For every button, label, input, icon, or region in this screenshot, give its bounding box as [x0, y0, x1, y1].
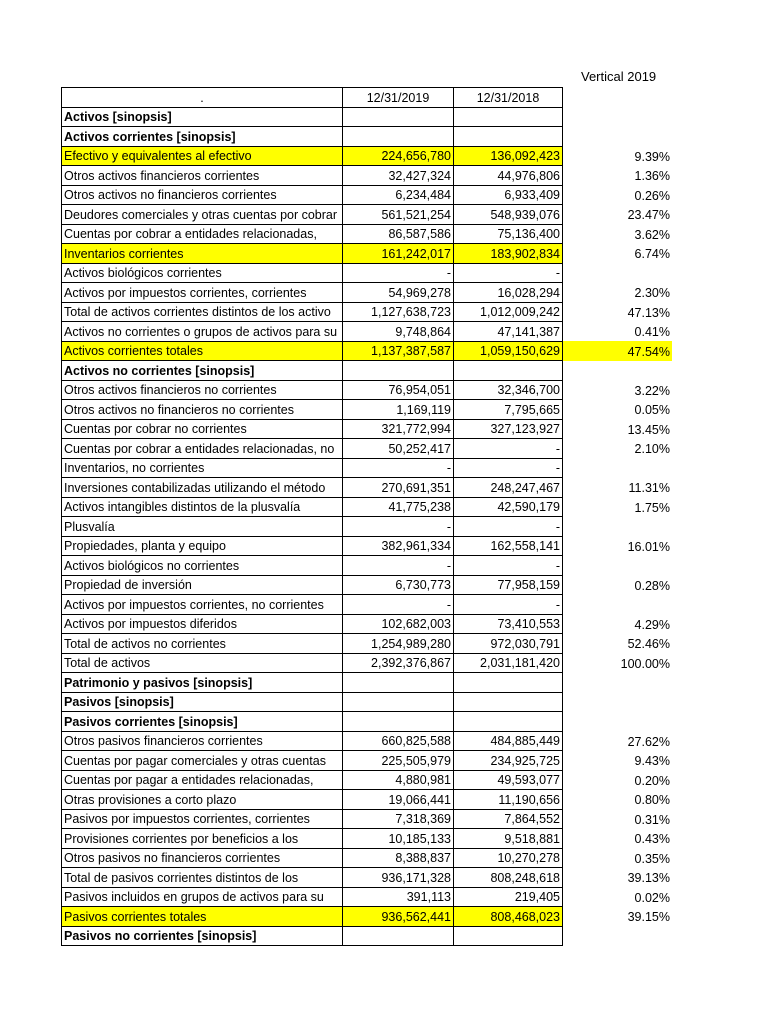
vertical-percent-cell[interactable] [563, 692, 673, 712]
row-label-cell[interactable]: Inversiones contabilizadas utilizando el método [62, 478, 343, 498]
row-label-cell[interactable]: Otros activos financieros corrientes [62, 166, 343, 186]
value-2018-cell[interactable]: 136,092,423 [454, 146, 563, 166]
value-2019-cell[interactable]: 4,880,981 [343, 770, 454, 790]
value-2019-cell[interactable]: 102,682,003 [343, 614, 454, 634]
row-label-cell[interactable]: Activos corrientes totales [62, 341, 343, 361]
row-label-cell[interactable]: Otras provisiones a corto plazo [62, 790, 343, 810]
value-2018-cell[interactable]: 9,518,881 [454, 829, 563, 849]
value-2019-cell[interactable]: - [343, 458, 454, 478]
row-label-cell[interactable]: Otros activos no financieros no corrientes [62, 400, 343, 420]
vertical-percent-cell[interactable]: 9.43% [634, 754, 670, 768]
value-2019-cell[interactable]: 382,961,334 [343, 536, 454, 556]
vertical-percent-cell[interactable]: 0.80% [634, 793, 670, 807]
value-2018-cell[interactable]: 808,468,023 [454, 907, 563, 927]
row-label-cell[interactable]: Pasivos incluidos en grupos de activos para su [62, 887, 343, 907]
header-2018-cell[interactable]: 12/31/2018 [454, 88, 563, 108]
vertical-percent-cell[interactable]: 4.29% [634, 617, 670, 632]
value-2018-cell[interactable]: - [454, 595, 563, 615]
table-row [62, 790, 673, 810]
table-row [62, 400, 673, 420]
value-2018-cell[interactable]: 32,346,700 [454, 380, 563, 400]
row-label-cell[interactable]: Plusvalía [62, 517, 343, 537]
vertical-percent-cell[interactable] [563, 361, 673, 381]
row-label-cell[interactable]: Cuentas por cobrar a entidades relacionadas, [62, 224, 343, 244]
vertical-percent-cell[interactable] [563, 263, 673, 283]
table-row [62, 478, 673, 498]
row-label-cell[interactable]: Activos por impuestos corrientes, no corrientes [62, 595, 343, 615]
row-label-cell[interactable]: Pasivos corrientes totales [62, 907, 343, 927]
table-row [62, 244, 673, 264]
row-label-cell[interactable]: Total de pasivos corrientes distintos de los [62, 868, 343, 888]
value-2018-cell[interactable] [454, 127, 563, 147]
vertical-percent-cell[interactable]: 47.54% [563, 341, 673, 361]
value-2019-cell[interactable]: 225,505,979 [343, 751, 454, 771]
value-2018-cell[interactable]: 327,123,927 [454, 419, 563, 439]
table-row [62, 731, 673, 751]
table-row [62, 380, 673, 400]
value-2019-cell[interactable]: 1,137,387,587 [343, 341, 454, 361]
table-row [62, 887, 673, 907]
table-row [62, 419, 673, 439]
value-2019-cell[interactable] [343, 361, 454, 381]
row-label-cell[interactable]: Provisiones corrientes por beneficios a los [62, 829, 343, 849]
row-label-cell[interactable]: Pasivos corrientes [sinopsis] [62, 712, 343, 732]
value-2019-cell[interactable]: 8,388,837 [343, 848, 454, 868]
vertical-percent-cell[interactable]: 1.36% [634, 169, 670, 183]
value-2019-cell[interactable]: 660,825,588 [343, 731, 454, 751]
vertical-percent-cell[interactable] [563, 556, 673, 576]
value-2019-cell[interactable]: 76,954,051 [343, 380, 454, 400]
value-2018-cell[interactable]: 11,190,656 [454, 790, 563, 810]
value-2018-cell[interactable]: - [454, 458, 563, 478]
vertical-percent-cell[interactable] [563, 127, 673, 147]
table-row [62, 770, 673, 790]
vertical-percent-cell[interactable]: 2.30% [634, 286, 670, 300]
row-label-cell[interactable]: Inventarios corrientes [62, 244, 343, 264]
vertical-percent-cell[interactable]: 0.02% [634, 890, 670, 905]
vertical-percent-cell[interactable]: 1.75% [634, 500, 670, 515]
value-2018-cell[interactable]: 219,405 [454, 887, 563, 907]
value-2019-cell[interactable]: 391,113 [343, 887, 454, 907]
value-2018-cell[interactable]: 7,864,552 [454, 809, 563, 829]
value-2018-cell[interactable]: 548,939,076 [454, 205, 563, 225]
vertical-percent-cell[interactable]: 52.46% [627, 637, 670, 651]
vertical-percent-cell[interactable] [563, 107, 673, 127]
table-row [62, 517, 673, 537]
vertical-percent-cell[interactable]: 11.31% [628, 481, 670, 495]
value-2019-cell[interactable]: 86,587,586 [343, 224, 454, 244]
table-row [62, 809, 673, 829]
value-2018-cell[interactable]: 1,012,009,242 [454, 302, 563, 322]
value-2019-cell[interactable]: 2,392,376,867 [343, 653, 454, 673]
value-2018-cell[interactable]: 6,933,409 [454, 185, 563, 205]
value-2019-cell[interactable]: 7,318,369 [343, 809, 454, 829]
value-2018-cell[interactable]: 183,902,834 [454, 244, 563, 264]
value-2019-cell[interactable]: - [343, 595, 454, 615]
row-label-cell[interactable]: Cuentas por cobrar no corrientes [62, 419, 343, 439]
row-label-cell[interactable]: Otros activos financieros no corrientes [62, 380, 343, 400]
row-label-cell[interactable]: Activos biológicos corrientes [62, 263, 343, 283]
table-row [62, 497, 673, 517]
value-2019-cell[interactable]: 1,127,638,723 [343, 302, 454, 322]
table-row [62, 907, 673, 927]
value-2018-cell[interactable]: 1,059,150,629 [454, 341, 563, 361]
value-2018-cell[interactable]: 972,030,791 [454, 634, 563, 654]
table-row [62, 224, 673, 244]
vertical-percent-cell[interactable]: 23.47% [627, 208, 670, 222]
value-2018-cell[interactable]: 234,925,725 [454, 751, 563, 771]
vertical-percent-cell[interactable]: 0.05% [634, 403, 670, 417]
vertical-percent-cell[interactable]: 16.01% [627, 539, 670, 554]
value-2018-cell[interactable]: - [454, 517, 563, 537]
table-row [62, 556, 673, 576]
table-row [62, 283, 673, 303]
row-label-cell[interactable]: Activos no corrientes o grupos de activos para su [62, 322, 343, 342]
value-2019-cell[interactable]: 1,169,119 [343, 400, 454, 420]
table-row [62, 692, 673, 712]
value-2019-cell[interactable] [343, 127, 454, 147]
value-2019-cell[interactable] [343, 692, 454, 712]
row-label-cell[interactable]: Cuentas por pagar a entidades relacionadas, [62, 770, 343, 790]
vertical-percent-cell[interactable]: 0.35% [634, 851, 670, 866]
row-label-cell[interactable]: Activos por impuestos corrientes, corrientes [62, 283, 343, 303]
value-2018-cell[interactable]: 248,247,467 [454, 478, 563, 498]
value-2019-cell[interactable]: 224,656,780 [343, 146, 454, 166]
table-row [62, 107, 673, 127]
row-label-cell[interactable]: Activos intangibles distintos de la plusvalía [62, 497, 343, 517]
row-label-cell[interactable]: Pasivos [sinopsis] [62, 692, 343, 712]
value-2019-cell[interactable]: - [343, 556, 454, 576]
row-label-cell[interactable]: Cuentas por cobrar a entidades relacionadas, no [62, 439, 343, 459]
value-2019-cell[interactable]: 1,254,989,280 [343, 634, 454, 654]
header-vertical-cell[interactable] [563, 88, 673, 108]
value-2018-cell[interactable] [454, 361, 563, 381]
value-2018-cell[interactable]: 162,558,141 [454, 536, 563, 556]
table-row [62, 439, 673, 459]
table-row [62, 926, 673, 946]
table-row [62, 458, 673, 478]
value-2018-cell[interactable]: 77,958,159 [454, 575, 563, 595]
value-2019-cell[interactable]: 54,969,278 [343, 283, 454, 303]
table-row [62, 595, 673, 615]
value-2019-cell[interactable]: 6,730,773 [343, 575, 454, 595]
row-label-cell[interactable]: Efectivo y equivalentes al efectivo [62, 146, 343, 166]
table-row [62, 575, 673, 595]
value-2019-cell[interactable]: 321,772,994 [343, 419, 454, 439]
value-2018-cell[interactable]: 75,136,400 [454, 224, 563, 244]
table-row [62, 653, 673, 673]
value-2019-cell[interactable]: 270,691,351 [343, 478, 454, 498]
value-2018-cell[interactable]: 7,795,665 [454, 400, 563, 420]
value-2019-cell[interactable]: - [343, 517, 454, 537]
table-row [62, 302, 673, 322]
table-row [62, 146, 673, 166]
row-label-cell[interactable]: Activos no corrientes [sinopsis] [62, 361, 343, 381]
table-row [62, 341, 673, 361]
vertical-percent-cell[interactable]: 2.10% [634, 442, 670, 456]
vertical-percent-cell[interactable]: 100.00% [620, 656, 670, 671]
table-row [62, 712, 673, 732]
vertical-percent-cell[interactable] [563, 595, 673, 615]
value-2018-cell[interactable] [454, 692, 563, 712]
value-2019-cell[interactable]: 936,171,328 [343, 868, 454, 888]
value-2019-cell[interactable]: 10,185,133 [343, 829, 454, 849]
value-2018-cell[interactable]: 484,885,449 [454, 731, 563, 751]
table-row [62, 536, 673, 556]
value-2018-cell[interactable]: - [454, 263, 563, 283]
row-label-cell[interactable]: Inventarios, no corrientes [62, 458, 343, 478]
row-label-cell[interactable]: Activos biológicos no corrientes [62, 556, 343, 576]
value-2018-cell[interactable]: 16,028,294 [454, 283, 563, 303]
value-2019-cell[interactable]: 936,562,441 [343, 907, 454, 927]
header-2019-cell[interactable]: 12/31/2019 [343, 88, 454, 108]
row-label-cell[interactable]: Activos [sinopsis] [62, 107, 343, 127]
value-2018-cell[interactable]: 42,590,179 [454, 497, 563, 517]
value-2019-cell[interactable]: 6,234,484 [343, 185, 454, 205]
value-2019-cell[interactable] [343, 712, 454, 732]
vertical-percent-cell[interactable] [563, 517, 673, 537]
value-2019-cell[interactable]: 41,775,238 [343, 497, 454, 517]
row-label-cell[interactable]: Total de activos corrientes distintos de los activo [62, 302, 343, 322]
vertical-percent-cell[interactable]: 3.62% [634, 227, 670, 242]
table-row [62, 127, 673, 147]
vertical-percent-cell[interactable]: 39.13% [627, 871, 670, 885]
vertical-percent-cell[interactable]: 0.31% [634, 812, 670, 827]
header-row [62, 88, 673, 108]
row-label-cell[interactable]: Cuentas por pagar comerciales y otras cuentas [62, 751, 343, 771]
value-2019-cell[interactable]: 50,252,417 [343, 439, 454, 459]
table-row [62, 634, 673, 654]
value-2018-cell[interactable]: - [454, 439, 563, 459]
vertical-percent-cell[interactable]: 47.13% [627, 305, 670, 320]
vertical-percent-cell[interactable]: 6.74% [634, 247, 670, 261]
vertical-percent-cell[interactable]: 0.26% [634, 188, 670, 203]
row-label-cell[interactable]: Otros pasivos no financieros corrientes [62, 848, 343, 868]
value-2018-cell[interactable]: 44,976,806 [454, 166, 563, 186]
value-2018-cell[interactable] [454, 926, 563, 946]
value-2018-cell[interactable]: 808,248,618 [454, 868, 563, 888]
value-2018-cell[interactable] [454, 712, 563, 732]
value-2019-cell[interactable]: - [343, 263, 454, 283]
vertical-percent-cell[interactable]: 0.28% [634, 578, 670, 593]
row-label-cell[interactable]: Pasivos por impuestos corrientes, corrientes [62, 809, 343, 829]
value-2018-cell[interactable]: 73,410,553 [454, 614, 563, 634]
table-row [62, 185, 673, 205]
row-label-cell[interactable]: Activos corrientes [sinopsis] [62, 127, 343, 147]
vertical-percent-cell[interactable]: 39.15% [627, 910, 670, 924]
balance-sheet-body [62, 88, 673, 946]
table-row [62, 361, 673, 381]
header-label-cell[interactable]: . [62, 88, 343, 108]
table-row [62, 673, 673, 693]
value-2018-cell[interactable] [454, 107, 563, 127]
vertical-percent-cell[interactable] [563, 712, 673, 732]
table-row [62, 205, 673, 225]
value-2019-cell[interactable] [343, 926, 454, 946]
value-2018-cell[interactable]: 47,141,387 [454, 322, 563, 342]
table-row [62, 263, 673, 283]
table-row [62, 868, 673, 888]
vertical-percent-cell[interactable]: 3.22% [634, 383, 670, 398]
vertical-percent-cell[interactable] [563, 458, 673, 478]
table-row [62, 322, 673, 342]
row-label-cell[interactable]: Total de activos [62, 653, 343, 673]
value-2018-cell[interactable]: 2,031,181,420 [454, 653, 563, 673]
row-label-cell[interactable]: Propiedad de inversión [62, 575, 343, 595]
vertical-percent-cell[interactable] [563, 926, 673, 946]
row-label-cell[interactable]: Pasivos no corrientes [sinopsis] [62, 926, 343, 946]
row-label-cell[interactable]: Total de activos no corrientes [62, 634, 343, 654]
vertical-percent-cell[interactable]: 13.45% [627, 422, 670, 437]
row-label-cell[interactable]: Deudores comerciales y otras cuentas por cobrar [62, 205, 343, 225]
vertical-2019-header: Vertical 2019 [581, 69, 657, 84]
value-2019-cell[interactable] [343, 107, 454, 127]
value-2019-cell[interactable]: 19,066,441 [343, 790, 454, 810]
value-2019-cell[interactable]: 161,242,017 [343, 244, 454, 264]
value-2019-cell[interactable]: 9,748,864 [343, 322, 454, 342]
vertical-percent-cell[interactable]: 0.41% [634, 325, 670, 339]
value-2018-cell[interactable] [454, 673, 563, 693]
value-2018-cell[interactable]: 49,593,077 [454, 770, 563, 790]
vertical-percent-cell[interactable]: 27.62% [627, 734, 670, 749]
vertical-percent-cell[interactable]: 9.39% [634, 149, 670, 164]
table-row [62, 829, 673, 849]
table-row [62, 166, 673, 186]
row-label-cell[interactable]: Propiedades, planta y equipo [62, 536, 343, 556]
balance-sheet-table [61, 87, 673, 946]
row-label-cell[interactable]: Activos por impuestos diferidos [62, 614, 343, 634]
vertical-percent-cell[interactable]: 0.43% [634, 832, 670, 846]
row-label-cell[interactable]: Otros activos no financieros corrientes [62, 185, 343, 205]
vertical-percent-cell[interactable]: 0.20% [634, 773, 670, 788]
row-label-cell[interactable]: Patrimonio y pasivos [sinopsis] [62, 673, 343, 693]
row-label-cell[interactable]: Otros pasivos financieros corrientes [62, 731, 343, 751]
value-2018-cell[interactable]: - [454, 556, 563, 576]
table-row [62, 614, 673, 634]
table-row [62, 848, 673, 868]
value-2018-cell[interactable]: 10,270,278 [454, 848, 563, 868]
value-2019-cell[interactable]: 561,521,254 [343, 205, 454, 225]
value-2019-cell[interactable] [343, 673, 454, 693]
value-2019-cell[interactable]: 32,427,324 [343, 166, 454, 186]
vertical-percent-cell[interactable] [563, 673, 673, 693]
table-row [62, 751, 673, 771]
